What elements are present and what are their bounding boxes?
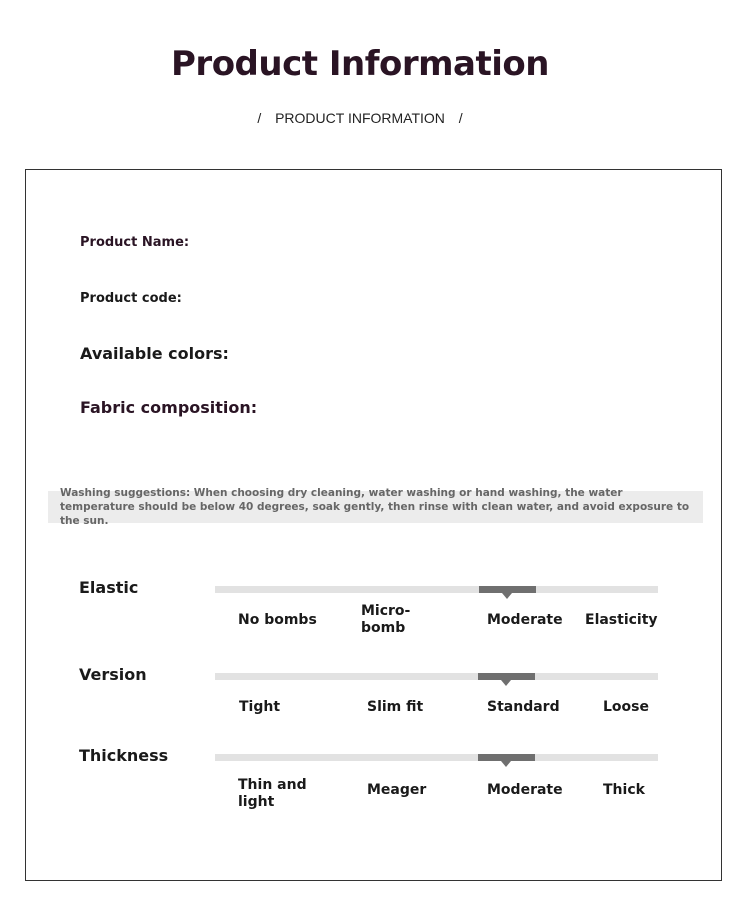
washing-suggestions xyxy=(48,487,703,527)
fabric-composition-label: Fabric composition: xyxy=(80,398,258,417)
rating-option: No bombs xyxy=(238,612,317,628)
page-subtitle xyxy=(0,110,720,126)
rating-option: Thin and light xyxy=(238,777,307,810)
rating-option: Micro- bomb xyxy=(361,603,411,636)
subtitle-text: PRODUCT INFORMATION xyxy=(275,110,445,126)
rating-track xyxy=(215,586,658,593)
rating-option-selected: Standard xyxy=(487,699,560,715)
product-info-panel xyxy=(25,169,722,881)
rating-version xyxy=(26,665,723,735)
rating-option: Slim fit xyxy=(367,699,424,715)
subtitle-slash-right: / xyxy=(458,110,463,126)
rating-thickness xyxy=(26,746,723,816)
rating-option-selected: Moderate xyxy=(487,612,563,628)
washing-suggestions-text: Washing suggestions: When choosing dry cleaning, water washing or hand washing, the water temperature should be below 40 degrees, soak gently, then rinse with clean water, and avoid exposure to the sun. xyxy=(60,487,690,527)
rating-marker xyxy=(478,754,535,761)
product-name-label: Product Name: xyxy=(80,235,190,250)
rating-label: Thickness xyxy=(79,746,169,765)
rating-track xyxy=(215,754,658,761)
available-colors-label: Available colors: xyxy=(80,344,229,363)
rating-option: Thick xyxy=(603,782,645,798)
rating-option: Tight xyxy=(239,699,281,715)
rating-track xyxy=(215,673,658,680)
rating-marker xyxy=(478,673,535,680)
subtitle-slash-left: / xyxy=(257,110,262,126)
product-code-label: Product code: xyxy=(80,291,182,306)
rating-option: Meager xyxy=(367,782,427,798)
rating-label: Version xyxy=(79,665,147,684)
page-title: Product Information xyxy=(171,44,549,84)
rating-elastic xyxy=(26,578,723,648)
rating-label: Elastic xyxy=(79,578,139,597)
rating-marker xyxy=(479,586,536,593)
rating-option-selected: Moderate xyxy=(487,782,563,798)
rating-option: Loose xyxy=(603,699,649,715)
rating-option: Elasticity xyxy=(585,612,658,628)
